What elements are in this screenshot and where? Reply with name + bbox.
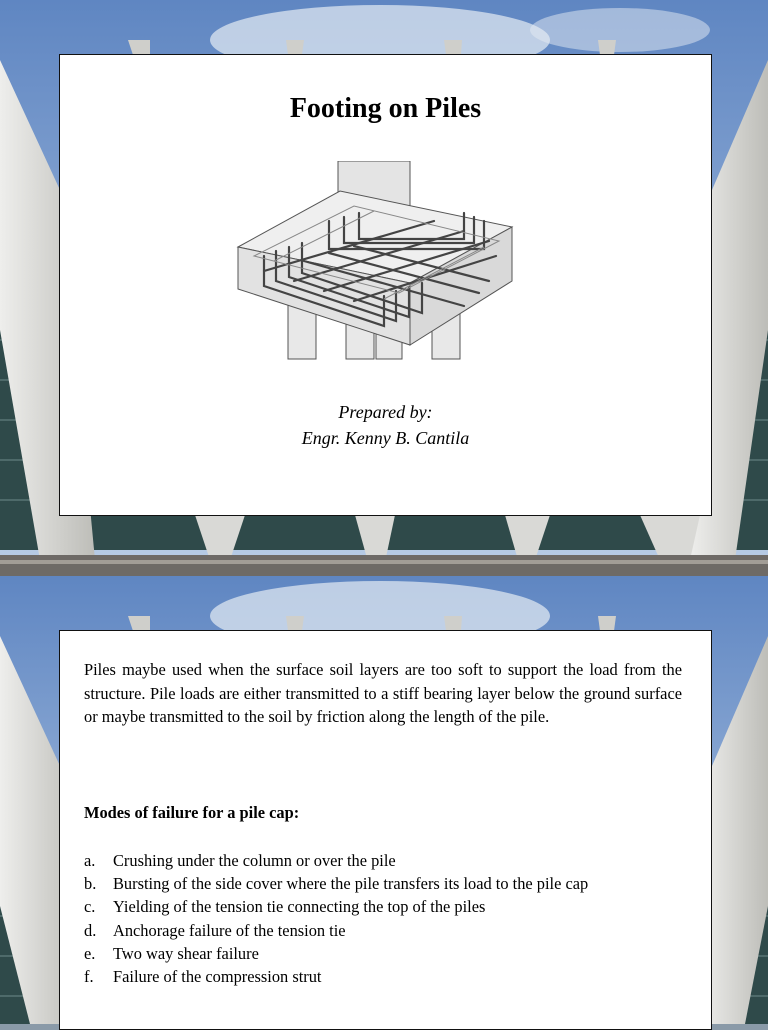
title-slide [59, 54, 712, 516]
author-name: Engr. Kenny B. Cantila [301, 428, 470, 448]
list-marker: d. [84, 920, 97, 940]
byline [60, 399, 711, 451]
list-item [84, 895, 588, 918]
pile-cap-figure [234, 161, 524, 361]
slide-title: Footing on Piles [289, 93, 482, 124]
list-item [84, 872, 588, 895]
list-item [84, 919, 588, 942]
list-marker: c. [84, 897, 96, 917]
intro-paragraph: Piles maybe used when the surface soil layers are too soft to support the load from the structure. Pile loads are either transmitted to a stiff bearing layer below the ground surface or maybe transmitted to the soil by friction along the length of the pile. [84, 660, 682, 726]
list-item [84, 849, 588, 872]
modes-heading: Modes of failure for a pile cap: [84, 803, 300, 822]
prepared-by-label: Prepared by: [338, 402, 433, 422]
list-item [84, 942, 588, 965]
pile-cap-rebar-illustration [234, 161, 524, 366]
list-item-text: Crushing under the column or over the pile [113, 851, 396, 870]
list-marker: b. [84, 874, 97, 894]
list-marker: f. [84, 967, 94, 987]
list-item-text: Bursting of the side cover where the pile transfers its load to the pile cap [113, 874, 589, 894]
failure-modes-list [84, 849, 588, 988]
list-item-text: Yielding of the tension tie connecting the top of the piles [113, 897, 486, 917]
list-marker: e. [84, 943, 96, 963]
list-item-text: Two way shear failure [113, 943, 259, 963]
list-item-text: Failure of the compression strut [113, 967, 322, 987]
list-item [84, 965, 588, 988]
list-item-text: Anchorage failure of the tension tie [113, 920, 346, 940]
content-slide [59, 630, 712, 1030]
list-marker: a. [84, 851, 96, 870]
